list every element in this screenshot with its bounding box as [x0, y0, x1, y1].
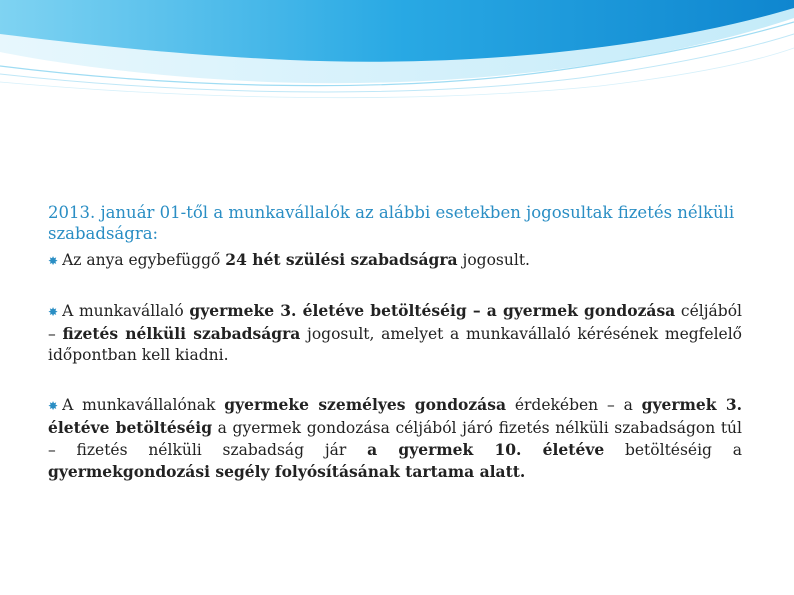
text-span-bold: gyermeke 3. életéve betöltéséig – a gyermek gondozása	[189, 301, 676, 320]
header-wave-decoration	[0, 0, 794, 110]
slide-heading: 2013. január 01-től a munkavállalók az alábbi esetekben jogosultak fizetés nélküli szabadságra:	[48, 203, 735, 243]
text-span: jogosult.	[457, 251, 530, 269]
bullet-icon: ✸	[48, 305, 59, 319]
text-span: jogosult, amelyet a munkavállaló kérésének megfelelő időpontban kell kiadni.	[48, 325, 742, 364]
text-span-bold: a gyermek 10. életéve	[367, 440, 605, 459]
text-span-bold: 24 hét szülési szabadságra	[225, 250, 458, 269]
text-span: A munkavállalónak	[62, 396, 225, 414]
text-span: céljából –	[48, 302, 742, 343]
text-span: A munkavállaló	[62, 302, 190, 320]
text-span-bold: fizetés nélküli szabadságra	[62, 324, 301, 343]
text-span-bold: gyermeke személyes gondozása	[224, 395, 506, 414]
text-span: Az anya egybefüggő	[62, 251, 226, 269]
text-span: betöltéséig a	[604, 441, 742, 459]
paragraph-child-10-years	[48, 394, 742, 483]
slide-content	[48, 202, 742, 483]
text-span-bold: gyermekgondozási segély folyósításának tartama alatt.	[48, 462, 526, 481]
text-span-bold: gyermek 3. életéve betöltéséig	[48, 395, 742, 437]
text-span: érdekében – a	[506, 396, 642, 414]
paragraph-child-3-years	[48, 300, 742, 366]
paragraph-maternity	[48, 249, 742, 272]
bullet-icon: ✸	[48, 254, 59, 268]
bullet-icon: ✸	[48, 399, 59, 413]
text-span: a gyermek gondozása céljából járó fizetés nélküli szabadságon túl – fizetés nélküli szabadság jár	[48, 419, 742, 459]
